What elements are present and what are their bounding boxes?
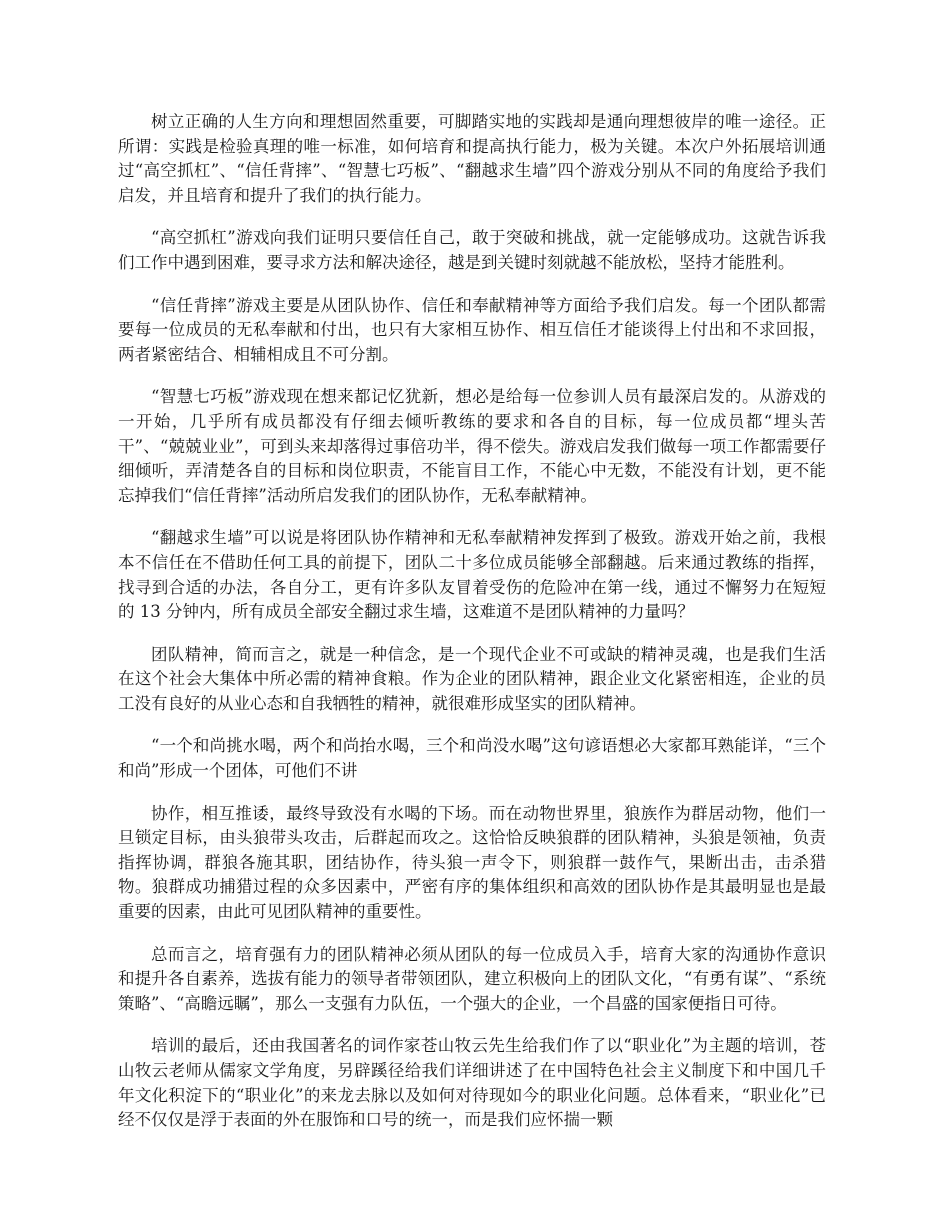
paragraph-professionalism: 培训的最后，还由我国著名的词作家苍山牧云先生给我们作了以“职业化”为主题的培训，苍山牧云老师从儒家文学角度，另辟蹊径给我们详细讲述了在中国特色社会主义制度下和中国几千年文化积淀下的“职业化”的来龙去脉以及如何对待现如今的职业化问题。总体看来，“职业化”已经不仅仅是浮于表面的外在服饰和口号的统一，而是我们应怀揣一颗 (118, 1036, 826, 1130)
paragraph-three-monks: “一个和尚挑水喝，两个和尚抬水喝，三个和尚没水喝”这句谚语想必大家都耳熟能详，“三个和尚”形成一个团体，可他们不讲 (118, 736, 826, 781)
paragraph-high-bar: “高空抓杠”游戏向我们证明只要信任自己，敢于突破和挑战，就一定能够成功。这就告诉我们工作中遇到困难，要寻求方法和解决途径，越是到关键时刻就越不能放松，坚持才能胜利。 (118, 228, 826, 272)
paragraph-conclusion: 总而言之，培育强有力的团队精神必须从团队的每一位成员入手，培育大家的沟通协作意识和提升各自素养，选拔有能力的领导者带领团队，建立积极向上的团队文化，“有勇有谋”、“系统策略”、“高瞻远瞩”，那么一支强有力队伍，一个强大的企业，一个昌盛的国家便指日可待。 (118, 944, 826, 1013)
paragraph-tangram: “智慧七巧板”游戏现在想来都记忆犹新，想必是给每一位参训人员有最深启发的。从游戏的一开始，几乎所有成员都没有仔细去倾听教练的要求和各自的目标，每一位成员都“埋头苦干”、“兢兢业业”，可到头来却落得过事倍功半，得不偿失。游戏启发我们做每一项工作都需要仔细倾听，弄清楚各自的目标和岗位职责，不能盲目工作，不能心中无数，不能没有计划，更不能忘掉我们“信任背摔”活动所启发我们的团队协作，无私奉献精神。 (118, 387, 826, 505)
paragraph-intro: 树立正确的人生方向和理想固然重要，可脚踏实地的实践却是通向理想彼岸的唯一途径。正所谓：实践是检验真理的唯一标准，如何培育和提高执行能力，极为关键。本次户外拓展培训通过“高空抓杠”、“信任背摔”、“智慧七巧板”、“翻越求生墙”四个游戏分别从不同的角度给予我们启发，并且培育和提升了我们的执行能力。 (118, 112, 826, 205)
paragraph-survival-wall: “翻越求生墙”可以说是将团队协作精神和无私奉献精神发挥到了极致。游戏开始之前，我根本不信任在不借助任何工具的前提下，团队二十多位成员能够全部翻越。后来通过教练的指挥，找寻到合适的办法，各自分工，更有许多队友冒着受伤的危险冲在第一线，通过不懈努力在短短的 13 分钟内，所有成员全部安全翻过求生墙，这难道不是团队精神的力量吗？ (118, 528, 826, 622)
paragraph-team-spirit: 团队精神，简而言之，就是一种信念，是一个现代企业不可或缺的精神灵魂，也是我们生活在这个社会大集体中所必需的精神食粮。作为企业的团队精神，跟企业文化紧密相连，企业的员工没有良好的从业心态和自我牺牲的精神，就很难形成坚实的团队精神。 (118, 644, 826, 713)
paragraph-trust-fall: “信任背摔”游戏主要是从团队协作、信任和奉献精神等方面给予我们启发。每一个团队都需要每一位成员的无私奉献和付出，也只有大家相互协作、相互信任才能谈得上付出和不求回报，两者紧密结合、相辅相成且不可分割。 (118, 295, 826, 364)
document-body (118, 110, 826, 1151)
paragraph-wolf-pack: 协作，相互推诿，最终导致没有水喝的下场。而在动物世界里，狼族作为群居动物，他们一旦锁定目标，由头狼带头攻击，后群起而攻之。这恰恰反映狼群的团队精神，头狼是领袖，负责指挥协调，群狼各施其职，团结协作，待头狼一声令下，则狼群一鼓作气，果断出击，击杀猎物。狼群成功捕猎过程的众多因素中，严密有序的集体组织和高效的团队协作是其最明显也是最重要的因素，由此可见团队精神的重要性。 (118, 803, 826, 922)
